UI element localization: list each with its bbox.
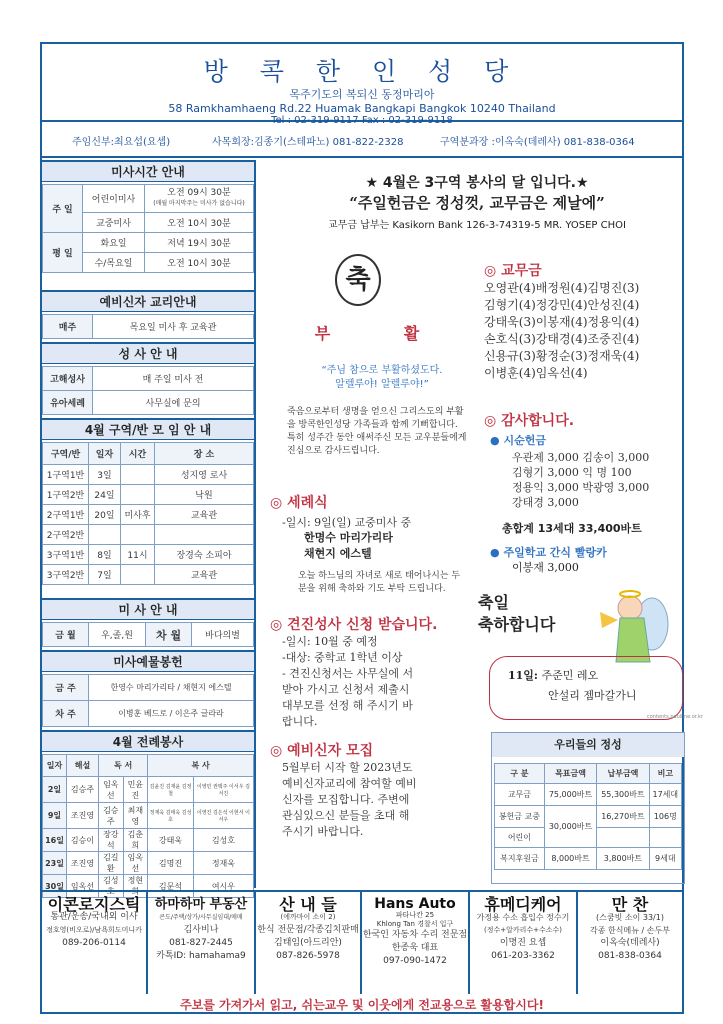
table-row: 2구역1반 20일 미사후 교육관 — [43, 505, 254, 525]
catechumen-table: 매주 목요일 미사 후 교육관 — [42, 314, 254, 339]
ads-row — [42, 890, 682, 994]
snack-donor: 이봉재 3,000 — [512, 561, 579, 574]
sacrament-table: 고해성사 매 주일 미사 전 유아세례 사무실에 문의 — [42, 366, 254, 415]
district-head-info: 구역분과장 :이옥숙(데레사) 081-838-0364 — [440, 136, 635, 148]
sincerity-title: 우리들의 정성 — [492, 733, 684, 757]
catechumen-title: 예비신자 교리안내 — [42, 290, 254, 312]
baptism-title: ◎ 세례식 — [270, 495, 328, 511]
announce-line1: ★ 4월은 3구역 봉사의 달 입니다.★ — [365, 175, 589, 191]
table-row: 교무금 75,000바트 55,300바트 17세대 — [495, 784, 682, 806]
thanks-list: 우관제 3,000 김송이 3,000 김형기 3,000 익 명 100 정용익 3,000 박광영 3,000 강태경 3,000 — [512, 451, 650, 509]
table-row: 2일 김승주 임옥선 민윤진 김윤진 김재윤 김정철 이영민 권택주 이서우 김서진 — [43, 777, 254, 803]
table-row: 16일 김승이 장강석 김춘희 강태욱 김성호 — [43, 829, 254, 852]
recruit-title: ◎ 예비신자 모집 — [270, 743, 374, 759]
baptism-note: 오늘 하느님의 자녀로 새로 태어나시는 두 분을 위해 축하와 기도 부탁 드립니다. — [298, 571, 461, 594]
footer-text: 주보를 가져가서 읽고, 쉬는교우 및 이웃에게 전교용으로 활용합시다! — [180, 998, 544, 1012]
image-credit: contents.paulline.or.kr — [647, 714, 703, 720]
liturgy-title: 4월 전례봉사 — [42, 730, 254, 752]
church-address: 58 Ramkhamhaeng Rd.22 Huamak Bangkapi Bangkok 10240 Thailand — [168, 102, 556, 115]
sincerity-box — [491, 732, 685, 884]
sincerity-table: 구 분 목표금액 납부금액 비고 교무금 75,000바트 55,300바트 17세대 봉헌금 교중 30,000바트 16,270바트 106명 어린이 복지후원금 8,000바트 3,800바트 9세대 — [494, 763, 682, 870]
liturgy-table: 일자 해설 독 서 복 사 2일 김승주 임옥선 민윤진 김윤진 김재윤 김정철 이영민 권택주 이서우 김서진 9일 조진영 김승주 최재영 정재욱 김태욱 김성호 이영진 김은석 이현서 이서우 16일 김승이 장강석 김춘희 강태욱 김성호 23일 조진영 김길환 임옥선 김명진 정재욱 30일 임옥선 김성호 정현희 김문석 여시우 — [42, 754, 254, 898]
mass-time-title: 미사시간 안내 — [42, 160, 254, 182]
column-divider — [254, 160, 256, 888]
staff-bar — [42, 124, 682, 158]
easter-badge: 축 — [335, 254, 381, 306]
ad-humedicare: 휴메디케어 가정용 수소 흡입수 정수기 (정수+알카리수+수소수) 이명진 요셉 061-203-3362 — [470, 892, 578, 994]
church-phone: Tel : 02-319-9117 Fax : 02-319-9118 — [271, 115, 453, 126]
mass-guide-title: 미 사 안 내 — [42, 598, 254, 620]
thanks-title: ◎ 감사합니다. — [484, 413, 575, 429]
dues-title: ◎ 교무금 — [484, 263, 542, 279]
bulletin-frame — [40, 42, 703, 1014]
district-meeting-title: 4월 구역/반 모 임 안 내 — [42, 418, 254, 440]
offering-table: 금 주 한영수 마리가리타 / 채현지 에스텔 차 주 이병훈 베드로 / 이은주 글라라 — [42, 674, 254, 727]
recruit-body: 5월부터 시작 할 2023년도 예비신자교리에 참여할 예비 신자를 모집합니다. 주변에 관심있으신 분들을 초대 해 주시기 바랍니다. — [282, 761, 417, 838]
pastor-info: 주임신부:최요섭(요셉) — [72, 136, 171, 148]
table-row: 봉헌금 교중 30,000바트 16,270바트 106명 — [495, 806, 682, 828]
table-row: 3구역2반 7일 교육관 — [43, 565, 254, 585]
easter-text: 죽음으로부터 생명을 얻으신 그리스도의 부활을 방콕한인성당 가족들과 함께 기뻐합니다. 특히 성주간 동안 애써주신 모든 교우분들에게 진심으로 감사드립니다. — [287, 407, 467, 456]
feast-title: 축일 축하합니다 — [478, 593, 556, 634]
mass-day: 주 일 — [43, 185, 83, 233]
sacrament-title: 성 사 안 내 — [42, 342, 254, 364]
ad-hans-auto: Hans Auto 파타나칸 25 Khlong Tan 경찰서 입구 한국인 자동차 수리 전문점 한종욱 대표 097-090-1472 — [362, 892, 470, 994]
district-meeting-table: 구역/반 일자 시간 장 소 1구역1반 3일 성지영 로사 1구역2반 24일 낙원 2구역1반 20일 미사후 교육관 2구역2반 3구역1반 8일 11시 장경숙 소피아 3구역2반 7일 교육관 — [42, 442, 254, 585]
announce-line2: “주일헌금은 정성껏, 교무금은 제날에” — [349, 194, 605, 212]
announce-bank: 교무금 납부는 Kasikorn Bank 126-3-74319-5 MR. YOSEP CHOI — [328, 220, 626, 231]
ad-sannaedeul: 산 내 들 (에까마이 소이 2) 한식 전문점/각종김치판매 김태임(아드리안) 087-826-5978 — [256, 892, 362, 994]
chairman-info: 사목회장:김종기(스테파노) 081-822-2328 — [212, 136, 404, 148]
table-row: 1구역2반 24일 낙원 — [43, 485, 254, 505]
table-row: 23일 조진영 김길환 임옥선 김명진 정재욱 — [43, 852, 254, 875]
ad-manchan: 만 찬 (스쿰빗 소이 33/1) 각종 한식메뉴 / 손두부 이옥숙(데레사) 081-838-0364 — [590, 895, 670, 961]
thanks-sub1: ● 시순헌금 — [490, 434, 546, 447]
ad-hama-realty: 하마하마 부동산 콘도/주택/상가/사무실임대/매매 김사비나 081-827-2445 카톡ID: hamahama9 — [148, 892, 256, 994]
thanks-sub2: ● 주일학교 간식 빨랑카 — [490, 546, 607, 559]
confirm-body: -일시: 10월 중 예정 -대상: 중학교 1학년 이상 - 견진신청서는 사무실에 서 받아 가시고 신청서 제출시 대부모를 선정 해 주시기 바 랍니다. — [282, 635, 414, 728]
easter-quote-2: 알렐루야! 알렐루야!” — [335, 379, 429, 390]
table-row: 3구역1반 8일 11시 장경숙 소피아 — [43, 545, 254, 565]
feast-box: 11일: 주준민 레오 안설리 젬마갈가니 — [489, 656, 683, 720]
easter-title: 부 활 — [314, 324, 454, 343]
mass-time-table: 주 일 어린이미사 오전 09시 30분 (매월 마지막주는 미사가 없습니다) 교중미사 오전 10시 30분 평 일 화요일 저녁 19시 30분 수/목요일 오전 10시 30분 — [42, 184, 254, 273]
table-row: 30일 임옥선 김성호 정현희 김문석 여시우 — [43, 875, 254, 898]
table-row: 2구역2반 — [43, 525, 254, 545]
baptism-date: -일시: 9일(일) 교중미사 중 — [282, 516, 412, 529]
mass-day: 평 일 — [43, 233, 83, 273]
thanks-total: 총합계 13세대 33,400바트 — [502, 522, 642, 535]
bulletin-header — [42, 44, 682, 126]
easter-quote-1: “주님 참으로 부활하셨도다. — [321, 365, 443, 376]
ad-icon-logistics: 이콘로지스틱 통관/운송/국내외 이사 정호영(비오로)/남욕희도미니카 089-206-0114 — [42, 892, 148, 994]
mass-guide-table: 금 월 우,졸,원 차 월 바다의별 — [42, 622, 254, 647]
dues-list: 오영관(4)배정원(4)김명진(3) 김형기(4)정강민(4)안성진(4) 강태욱(3)이봉재(4)정용익(4) 손호식(3)강태경(4)조중진(4) 신용규(3)황정순(3)정재욱(4) 이병훈(4)임옥선(4) — [484, 281, 640, 380]
church-name: 방 콕 한 인 성 당 — [203, 57, 521, 86]
table-row: 어린이 — [495, 828, 682, 848]
church-subtitle: 목주기도의 복되신 동정마리아 — [289, 88, 435, 101]
table-row: 복지후원금 8,000바트 3,800바트 9세대 — [495, 848, 682, 870]
offering-title: 미사예물봉헌 — [42, 650, 254, 672]
baptism-names: 한명수 마리가리타 채현지 에스텔 — [304, 531, 393, 560]
confirm-title: ◎ 견진성사 신청 받습니다. — [270, 617, 438, 633]
table-row: 1구역1반 3일 성지영 로사 — [43, 465, 254, 485]
table-row: 9일 조진영 김승주 최재영 정재욱 김태욱 김성호 이영진 김은석 이현서 이서우 — [43, 803, 254, 829]
